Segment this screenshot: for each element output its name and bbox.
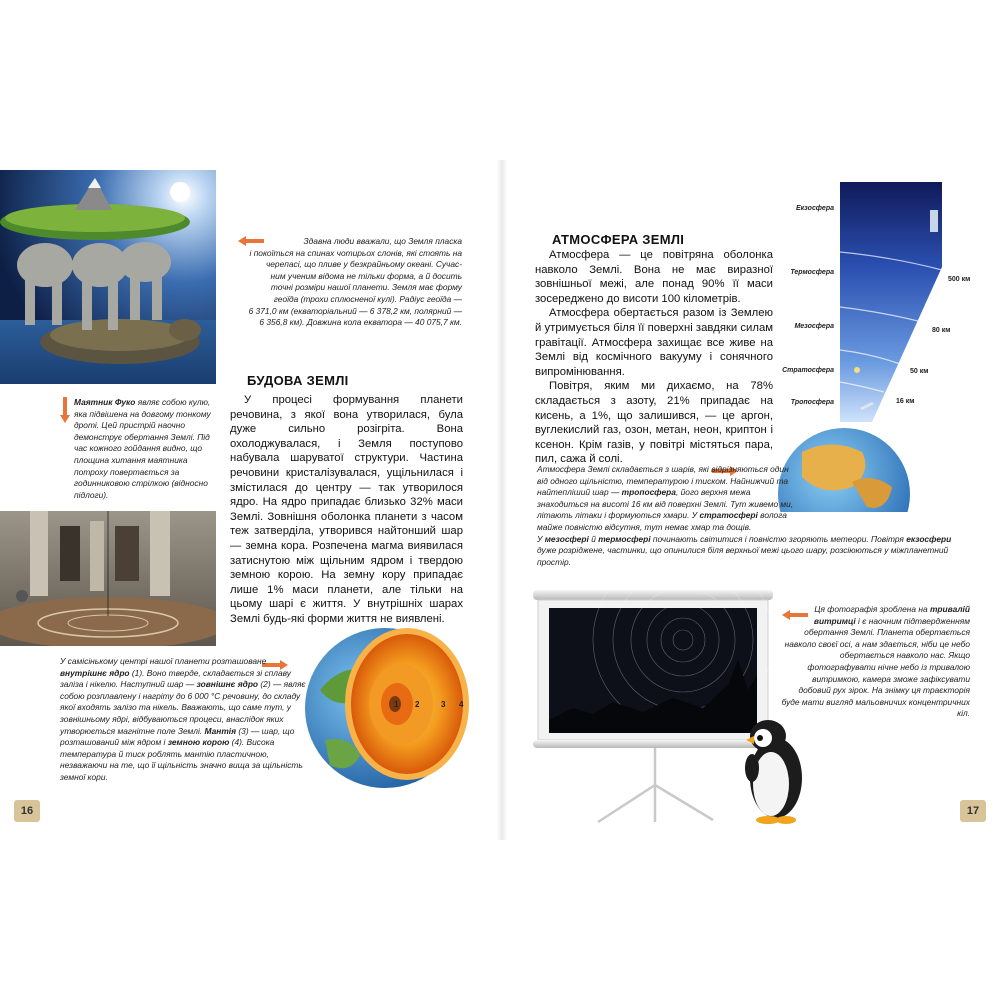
core-text: У самісінькому центрі нашої планети розташоване (60, 656, 267, 666)
atmo-term: тропосфера (621, 487, 676, 498)
caption-line: Здавна люди вважали, що Земля пласка (303, 236, 462, 246)
page-number-right: 17 (960, 800, 986, 822)
projector-screen-illustration (533, 590, 773, 825)
layer-label-stratosphere: Стратосфера (782, 367, 834, 374)
foucault-term: Маятник Фуко (74, 397, 136, 407)
photo-caption (780, 604, 970, 720)
foucault-caption (74, 397, 214, 501)
core-term: Мантія (204, 725, 237, 736)
flat-earth-illustration (0, 170, 216, 384)
core-term: земною корою (167, 737, 230, 748)
atmo-term: екзосфери (906, 533, 952, 544)
section-heading-atmosphere: АТМОСФЕРА ЗЕМЛІ (552, 232, 685, 247)
atmo-text: й (591, 533, 596, 544)
core-label: 3 (441, 700, 446, 709)
body-paragraph: Атмосфера обертається разом із Землею й утримується біля її поверхні завдяки силам гравітації. Атмосфера захищає все живе на Землі від космічного вакууму і сонячного випромінювання. (535, 307, 773, 378)
pantheon-photo (0, 511, 216, 646)
layer-label-thermosphere: Термосфера (790, 269, 834, 276)
atmosphere-text (535, 248, 773, 467)
altitude-label: 500 км (948, 276, 971, 283)
caption-line: і покоїться на спинах чотирьох слонів, які стоять на (249, 247, 462, 258)
core-label: 2 (415, 700, 420, 709)
page-gutter (497, 160, 507, 840)
atmo-text: дуже розріджене, частинки, що опинилися біля верхньої межі цього шару, розсіюються у міжпланетний простір. (537, 545, 949, 567)
atmo-text: У (537, 533, 543, 544)
caption-line: 6 356,8 км). Довжина кола екватора — 40 075,7 км. (259, 317, 462, 328)
atmo-text: волога майже повністю відсутня, тут немає хмар та дощів. (537, 510, 787, 532)
body-paragraph: Повітря, яким ми дихаємо, на 78% складається з азоту, 21% припадає на кисень, а 1%, що залишився, — це аргон, вуглекислий газ, озон, метан, неон, криптон і ксенон. Крім газів, у повітрі містяться пара, пил, сажа й солі. (535, 380, 773, 466)
caption-line: точні розміри нашої планети. Земля має форму (270, 282, 462, 293)
body-paragraph: У процесі формування планети речовина, з якої вона утворилася, була дуже сильно розігріта. Вона охолоджувалася, і Земля поступово набувала шаруватої структури. Частина речовини кристалізувалася, ущільнилася і змістилася до центру — так утворилося ядро. На ядро припадає близько 32% маси Землі. Зовнішня оболонка планети з часом теж затверділа, утворився найтонший шар — земна кора. Розпечена магма виявилася затиснутою між щільним ядром і твердою земною корою. На земну кору припадає лише 1% маси планети, але тільки на цьому шарі є життя. У внутрішніх шарах Землі будь-які форми життя не виявлені. (230, 394, 463, 625)
caption-line: ним ученим відома не тільки форма, а й досить (270, 270, 462, 281)
core-label: 4 (459, 700, 464, 709)
core-text: (2) — являє собою розплавлену і нагріту до 6 000 °C речовину, до складу якої входять залізо та нікель. Вважають, що саме тут, у зовнішньому ядрі, відбуваються процеси, внаслідок яких утворюється магнітне поле Землі. (60, 679, 306, 736)
atmo-term: термосфері (598, 533, 651, 544)
photo-text: Ця фотографія зроблена на (814, 604, 928, 614)
altitude-label: 50 км (910, 368, 929, 375)
atmosphere-caption (537, 464, 957, 568)
core-term: зовнішнє ядро (196, 679, 259, 690)
caption-line: геоїда (трохи сплюсненої кулі). Радіус геоїда — (273, 293, 462, 304)
core-text: (4). Висока температура й тиск роблять мантію пластичною, незважаючи на те, що її щільність значно вища за щільність земної кори. (60, 737, 303, 782)
penguin-mascot (738, 718, 808, 826)
elephant-caption (232, 236, 462, 329)
page-number-left: 16 (14, 800, 40, 822)
photo-term: тривалій витримці (813, 604, 970, 626)
core-text: (3) — шар, що розташований між ядром і (60, 725, 295, 748)
atmo-text: Атмосфера Землі складається з шарів, які відрізняються один від одного щільністю, температурою і тиском. Найнижчий та найтепліший шар — (537, 464, 789, 498)
body-paragraph: Атмосфера — це повітряна оболонка навколо Землі. Вона не має виразної зовнішньої межі, але понад 90% її маси зосереджено до висоти 100 кілометрів. (535, 249, 773, 305)
earth-structure-text (230, 393, 463, 627)
atmo-text: починають світитися і повністю згоряють метеори. Повітря (652, 533, 904, 544)
core-caption (60, 656, 306, 784)
atmosphere-diagram (772, 182, 972, 512)
earth-cross-section (305, 620, 475, 795)
section-heading-earth-structure: БУДОВА ЗЕМЛІ (247, 373, 349, 388)
foucault-text: являє собою кулю, яка підвішена на довгому тонкому дроті. Цей пристрій наочно демонструє обертання Землі. Під час кожного гойдання видно, що площина хитання маятника потроху повертається за годинниковою стрілкою (відносно підлоги). (74, 397, 211, 500)
layer-label-exosphere: Екзосфера (795, 205, 834, 212)
layer-label-troposphere: Тропосфера (790, 399, 834, 406)
core-term: внутрішнє ядро (60, 667, 130, 678)
atmo-term: стратосфері (699, 510, 758, 521)
caption-line: черепасі, що пливе у безкрайньому океані. Сучас- (265, 259, 462, 270)
core-label: 1 (394, 700, 399, 709)
atmo-text: , його верхня межа знаходиться на висоті 16 км від поверхні Землі. Тут живемо ми, літають літаки і формуються хмари. У (537, 487, 794, 521)
down-arrow-icon (60, 397, 70, 428)
caption-line: 6 371,0 км (екваторіальний — 6 378,2 км, полярний — (248, 305, 462, 316)
altitude-label: 16 км (896, 398, 915, 405)
atmo-term: мезосфері (544, 533, 589, 544)
photo-text: і є наочним підтвердженням обертання Землі. Планета обертається навколо своєї осі, а нам здається, ніби це небо обертається навколо нас. Якщо фотографувати нічне небо із тривалою витримкою, камера зможе зафіксувати добовий рух зірок. На знімку ця траєкторія буде мати вигляд мальовничих концентричних кіл. (781, 615, 970, 719)
layer-label-mesosphere: Мезосфера (794, 323, 834, 330)
altitude-label: 80 км (932, 327, 951, 334)
core-text: (1). Воно тверде, складається зі сплаву заліза і нікелю. Наступний шар — (60, 667, 291, 690)
